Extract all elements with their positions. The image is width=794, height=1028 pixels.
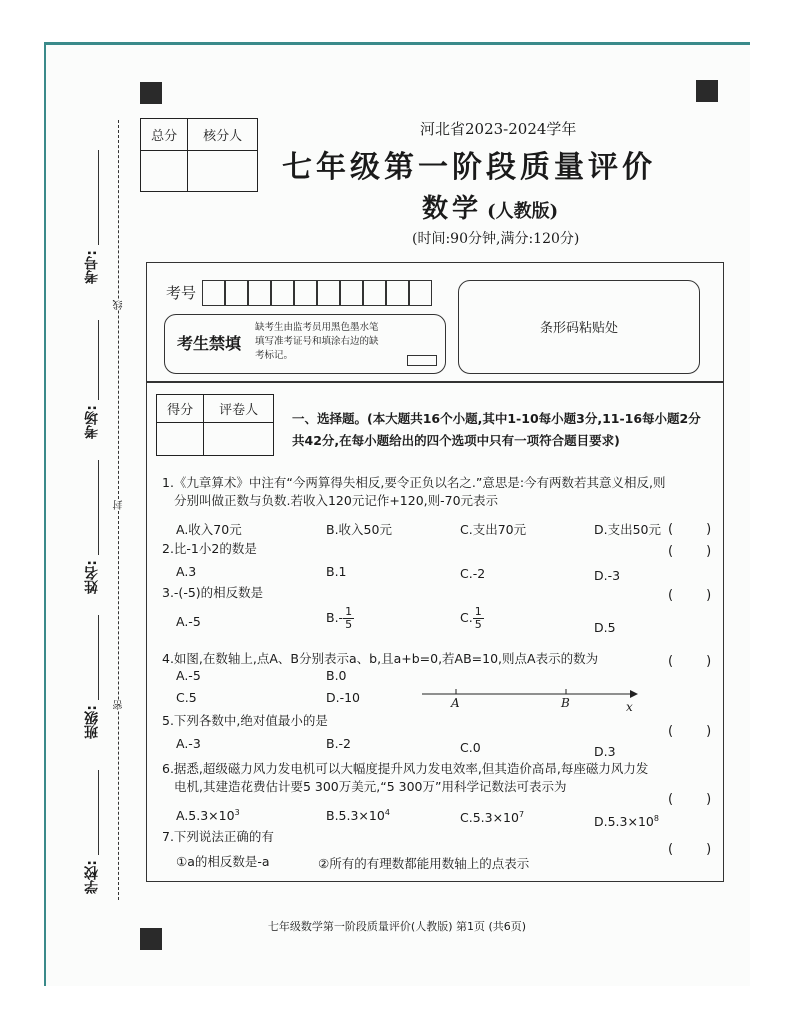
exam-no-digit[interactable] [248,280,271,306]
q2-option-d[interactable]: D.-3 [594,568,621,583]
point-b-label: B [561,696,570,710]
school-field[interactable] [98,770,99,855]
section-heading-line: 一、选择题。(本大题共16个小题,其中1-10每小题3分,11-16每小题2分 [292,411,701,426]
question-1 [162,474,666,510]
registration-mark-top-left [140,82,162,104]
cut-label-xian: 线 [114,300,125,310]
q1-option-b[interactable]: B.收入50元 [326,522,392,537]
exam-no-digit[interactable] [409,280,432,306]
score-header: 得分 [157,395,204,423]
q4-option-b[interactable]: B.0 [326,668,347,683]
fraction-denominator: 5 [474,618,482,631]
q2-option-a[interactable]: A.3 [176,564,197,579]
exam-no-digit[interactable] [386,280,409,306]
section-heading [292,408,701,452]
subject: 数学 [422,194,483,224]
q2-answer-blank[interactable]: ( ) [668,544,712,559]
exam-no-digit[interactable] [225,280,248,306]
total-score-header: 总分 [141,119,188,151]
grader-cell[interactable] [204,423,274,456]
fraction [343,606,354,631]
option-label: A.5.3×10 [176,808,235,824]
q2-option-b[interactable]: B.1 [326,564,347,579]
q4-answer-blank[interactable]: ( ) [668,654,712,669]
name-label: 姓名: [84,560,100,594]
registration-mark-top-right [696,80,718,102]
name-field[interactable] [98,460,99,555]
q3-option-b[interactable] [326,606,354,631]
section-score-cell[interactable] [157,423,204,456]
class-field[interactable] [98,615,99,700]
q1-answer-blank[interactable]: ( ) [668,522,712,537]
question-text: 电机,其建造花费估计要5 300万美元,“5 300万”用科学记数法可表示为 [174,779,567,794]
q1-option-d[interactable]: D.支出50元 [594,522,662,537]
q6-option-b[interactable] [326,808,390,823]
option-label: B.- [326,610,344,625]
exam-no-label: 考号: [84,250,100,284]
q3-option-d[interactable]: D.5 [594,620,616,635]
notice-line: 考标记。 [255,350,294,361]
exam-no-digit[interactable] [340,280,363,306]
class-label: 班级: [84,705,100,739]
q3-option-a[interactable]: A.-5 [176,614,201,629]
q5-option-d[interactable]: D.3 [594,744,616,759]
checker-cell[interactable] [188,151,258,192]
grader-header: 评卷人 [204,395,274,423]
exponent: 7 [518,810,525,819]
fraction-denominator: 5 [345,618,353,631]
total-score-cell[interactable] [141,151,188,192]
exponent: 3 [234,808,240,817]
exam-no-digit[interactable] [294,280,317,306]
forbid-label: 考生禁填 [177,334,242,353]
point-a-label: A [451,696,460,710]
option-label: B.5.3×10 [326,808,385,824]
notice-text [255,321,379,363]
q6-answer-blank[interactable]: ( ) [668,792,712,807]
exam-no-digit[interactable] [271,280,294,306]
question-text: 6.据悉,超级磁力风力发电机可以大幅度提升风力发电效率,但其造价高昂,每座磁力风力发 [162,761,649,776]
exam-room-field[interactable] [98,320,99,400]
questions-box [146,382,724,882]
fraction-numerator: 1 [474,605,482,618]
question-4: 4.如图,在数轴上,点A、B分别表示a、b,且a+b=0,若AB=10,则点A表示的数为 [162,651,599,666]
exam-no-digit[interactable] [363,280,386,306]
barcode-label: 条形码粘贴处 [539,321,618,336]
binding-cut-line [118,120,119,900]
q4-option-c[interactable]: C.5 [176,690,197,705]
q3-answer-blank[interactable]: ( ) [668,588,712,603]
fraction [473,606,484,631]
checker-header: 核分人 [188,119,258,151]
exam-room-label: 考场: [84,405,100,439]
q7-statement-1: ①a的相反数是-a [176,854,270,869]
school-label: 学校: [84,860,100,894]
option-label: C. [460,610,473,625]
exam-no-digit[interactable] [202,280,225,306]
axis-arrow [630,690,638,698]
option-label: C.5.3×10 [460,810,519,826]
section-heading-line: 共42分,在每小题给出的四个选项中只有一项符合题目要求) [292,433,620,448]
province-year: 河北省2023-2024学年 [420,120,577,138]
q4-option-d[interactable]: D.-10 [326,690,361,705]
exam-no-box-label: 考号 [166,284,197,302]
axis-x-label: x [626,700,633,714]
question-text: 分别叫做正数与负数.若收入120元记作+120,则-70元表示 [174,493,499,508]
exam-no-digit[interactable] [317,280,340,306]
q6-option-c[interactable] [460,810,524,825]
question-5: 5.下列各数中,绝对值最小的是 [162,713,328,728]
q7-statement-2: ②所有的有理数都能用数轴上的点表示 [318,856,530,871]
question-6 [162,760,648,796]
subject-line [422,188,558,225]
exponent: 4 [384,808,390,817]
question-text: 1.《九章算术》中注有“今两算得失相反,要令正负以名之.”意思是:今有两数若其意义相反,则 [162,475,666,490]
notice-line: 填写准考证号和填涂右边的缺 [255,336,379,347]
score-table [140,118,258,192]
barcode-area [458,280,700,374]
notice-line: 缺考生由监考员用黑色墨水笔 [255,322,379,333]
question-3: 3.-(-5)的相反数是 [162,585,264,600]
fraction-numerator: 1 [345,605,353,618]
grader-table [156,394,274,456]
q6-option-d[interactable] [594,814,659,829]
absent-mark-box[interactable] [407,355,437,366]
exam-title: 七年级第一阶段质量评价 [282,150,656,185]
page-footer: 七年级数学第一阶段质量评价(人教版) 第1页 (共6页) [267,920,527,933]
q7-answer-blank[interactable]: ( ) [668,842,712,857]
q6-option-a[interactable] [176,808,240,823]
option-label: D.5.3×10 [594,814,654,830]
question-7: 7.下列说法正确的有 [162,829,274,844]
cut-label-mi: 密 [114,700,125,710]
cut-label-feng: 封 [114,500,125,510]
forbidden-area [164,314,446,374]
q1-option-c[interactable]: C.支出70元 [460,522,527,537]
exam-no-field[interactable] [98,150,99,245]
q5-option-b[interactable]: B.-2 [326,736,352,751]
edition: (人教版) [487,201,559,222]
q5-option-a[interactable]: A.-3 [176,736,201,751]
time-score: (时间:90分钟,满分:120分) [412,231,580,247]
q4-option-a[interactable]: A.-5 [176,668,201,683]
q5-option-c[interactable]: C.0 [460,740,481,755]
q5-answer-blank[interactable]: ( ) [668,724,712,739]
exponent: 8 [653,814,659,823]
q3-option-c[interactable] [460,606,484,631]
question-2: 2.比-1小2的数是 [162,541,257,556]
q2-option-c[interactable]: C.-2 [460,566,486,581]
q1-option-a[interactable]: A.收入70元 [176,522,242,537]
